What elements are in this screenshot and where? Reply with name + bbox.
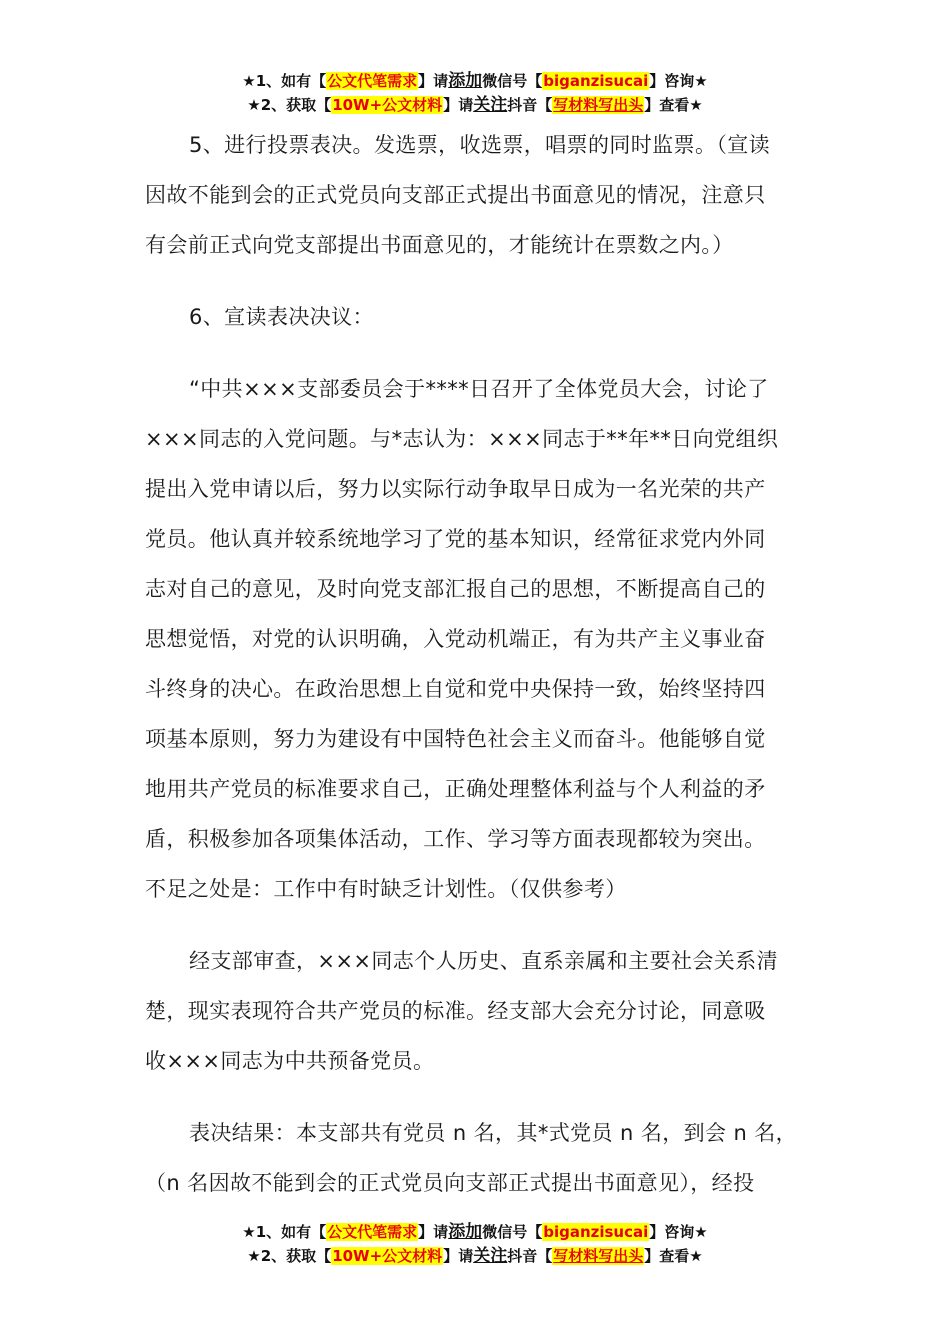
text-line: 收×××同志为中共预备党员。 bbox=[145, 1049, 435, 1073]
text-line: “中共×××支部委员会于****日召开了全体党员大会，讨论了 bbox=[189, 377, 769, 401]
highlight-writing-service: 公文代笔需求 bbox=[327, 72, 418, 90]
text-line: 经支部审查，×××同志个人历史、直系亲属和主要社会关系清 bbox=[189, 949, 778, 973]
text-line: 志对自己的意见，及时向党支部汇报自己的思想，不断提高自己的 bbox=[145, 577, 766, 601]
highlight-materials: 10W+公文材料 bbox=[332, 1247, 443, 1265]
paragraph-review bbox=[145, 936, 810, 1086]
text-line: 因故不能到会的正式党员向支部正式提出书面意见的情况，注意只 bbox=[145, 183, 766, 207]
text-line: 不足之处是：工作中有时缺乏计划性。（仅供参考） bbox=[145, 877, 627, 901]
star-icon: ★ bbox=[242, 72, 256, 90]
emphasis-add: 添加 bbox=[448, 1222, 483, 1242]
text-line: ×××同志的入党问题。与*志认为：×××同志于**年**日向党组织 bbox=[145, 427, 779, 451]
highlight-douyin-account: 写材料写出头 bbox=[553, 1247, 644, 1265]
emphasis-follow: 关注 bbox=[473, 1246, 508, 1266]
paragraph-voting bbox=[145, 120, 810, 270]
text-line: 5、进行投票表决。发选票，收选票，唱票的同时监票。（宣读 bbox=[189, 133, 771, 157]
footer-banner bbox=[0, 1220, 950, 1268]
text-line: （n 名因故不能到会的正式党员向支部正式提出书面意见），经投 bbox=[145, 1171, 755, 1195]
highlight-wechat-id: biganzisucai bbox=[543, 72, 649, 90]
paragraph-resolution-text bbox=[145, 364, 810, 914]
text-line: 盾，积极参加各项集体活动，工作、学习等方面表现都较为突出。 bbox=[145, 827, 766, 851]
text-line: 党员。他认真并较系统地学习了党的基本知识，经常征求党内外同 bbox=[145, 527, 766, 551]
banner-line-1: ★1、如有【公文代笔需求】请添加微信号【biganzisucai】咨询★ bbox=[242, 71, 708, 91]
emphasis-add: 添加 bbox=[448, 71, 483, 91]
highlight-materials: 10W+公文材料 bbox=[332, 96, 443, 114]
paragraph-vote-result bbox=[145, 1108, 810, 1208]
emphasis-follow: 关注 bbox=[473, 95, 508, 115]
banner-line-1: ★1、如有【公文代笔需求】请添加微信号【biganzisucai】咨询★ bbox=[242, 1222, 708, 1242]
text-line: 项基本原则，努力为建设有中国特色社会主义而奋斗。他能够自觉 bbox=[145, 727, 766, 751]
highlight-wechat-id: biganzisucai bbox=[543, 1223, 649, 1241]
text-line: 地用共产党员的标准要求自己，正确处理整体利益与个人利益的矛 bbox=[145, 777, 766, 801]
text-line: 6、宣读表决决议： bbox=[189, 305, 374, 329]
text-line: 斗终身的决心。在政治思想上自觉和党中央保持一致，始终坚持四 bbox=[145, 677, 766, 701]
highlight-douyin-account: 写材料写出头 bbox=[553, 96, 644, 114]
star-icon: ★ bbox=[247, 96, 261, 114]
document-body bbox=[145, 120, 810, 1230]
text-line: 思想觉悟，对党的认识明确，入党动机端正，有为共产主义事业奋 bbox=[145, 627, 766, 651]
text-line: 表决结果：本支部共有党员 n 名，其*式党员 n 名，到会 n 名， bbox=[189, 1121, 798, 1145]
paragraph-resolution-heading bbox=[145, 292, 810, 342]
text-line: 楚，现实表现符合共产党员的标准。经支部大会充分讨论，同意吸 bbox=[145, 999, 766, 1023]
highlight-writing-service: 公文代笔需求 bbox=[327, 1223, 418, 1241]
star-icon: ★ bbox=[247, 1247, 261, 1265]
text-line: 有会前正式向党支部提出书面意见的，才能统计在票数之内。） bbox=[145, 233, 734, 257]
banner-line-2: ★2、获取【10W+公文材料】请关注抖音【写材料写出头】查看★ bbox=[247, 1246, 703, 1266]
header-banner bbox=[0, 69, 950, 117]
banner-line-2: ★2、获取【10W+公文材料】请关注抖音【写材料写出头】查看★ bbox=[247, 95, 703, 115]
star-icon: ★ bbox=[242, 1223, 256, 1241]
text-line: 提出入党申请以后，努力以实际行动争取早日成为一名光荣的共产 bbox=[145, 477, 766, 501]
